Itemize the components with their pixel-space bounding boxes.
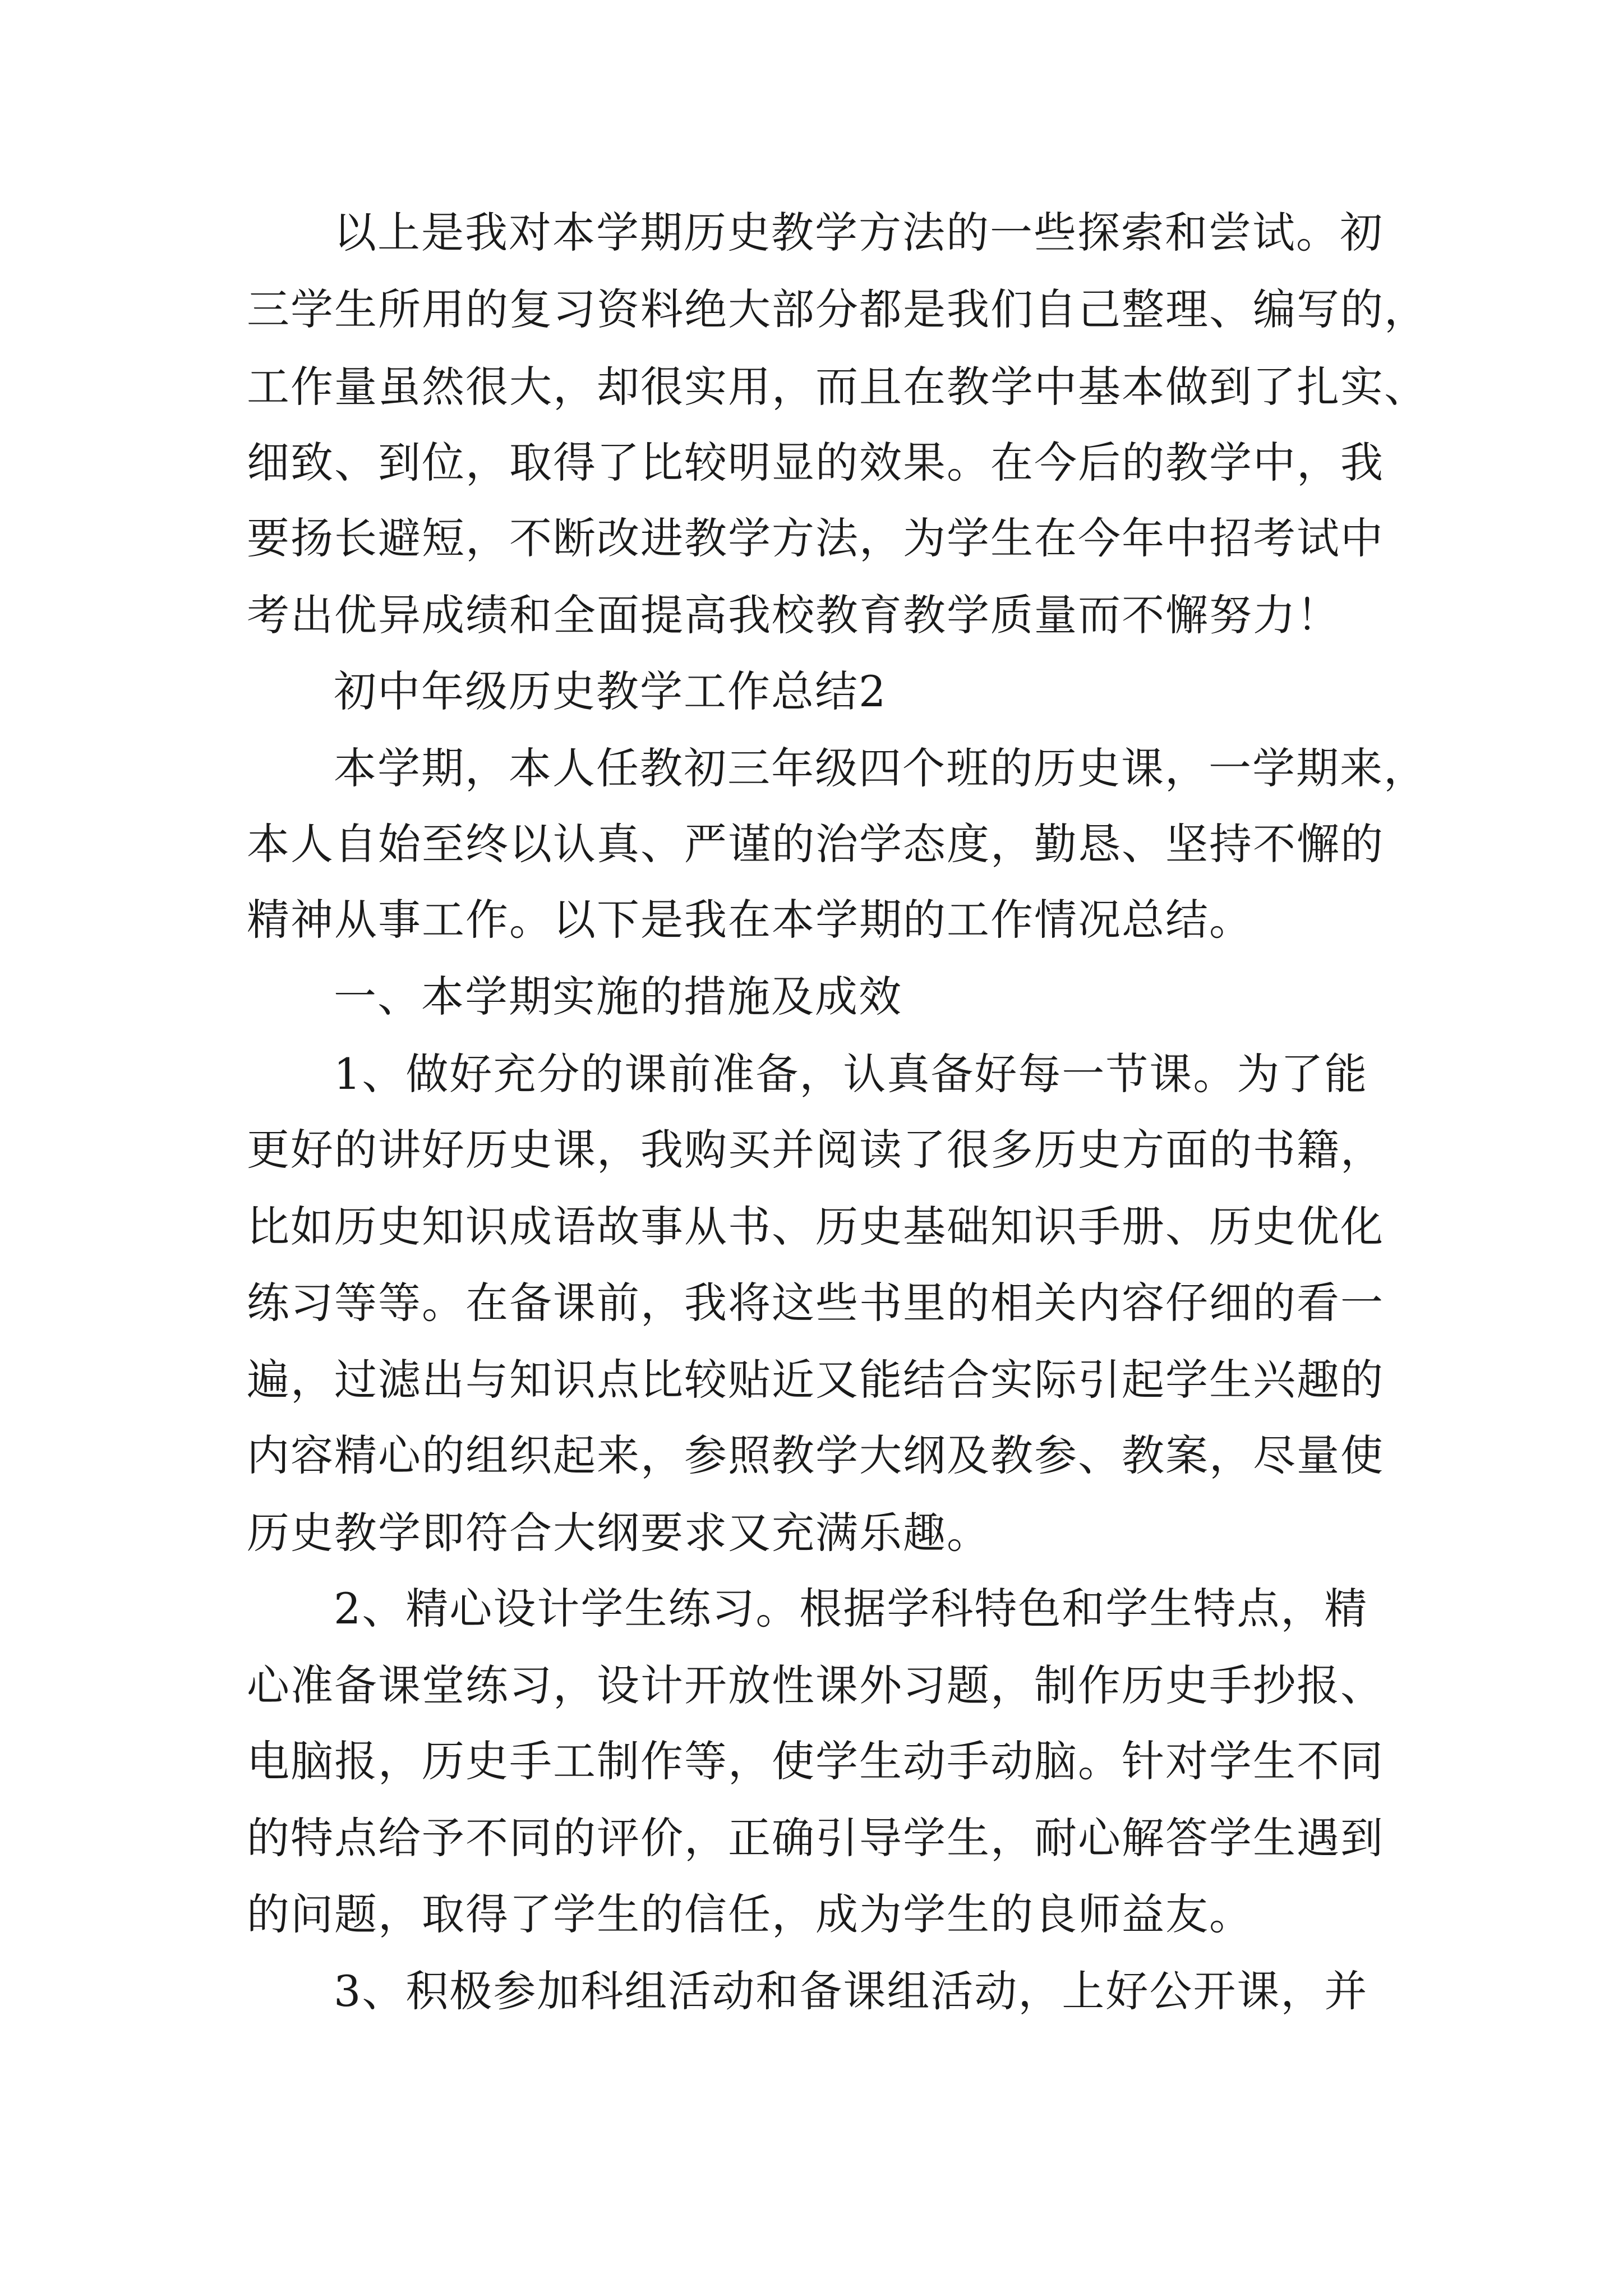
text-line: 练习等等。在备课前，我将这些书里的相关内容仔细的看一 — [247, 1278, 1384, 1328]
text-line: 本学期，本人任教初三年级四个班的历史课，一学期来， — [334, 743, 1427, 793]
text-line: 的问题，取得了学生的信任，成为学生的良师益友。 — [247, 1889, 1253, 1939]
text-line: 比如历史知识成语故事从书、历史基础知识手册、历史优化 — [247, 1202, 1384, 1251]
subsection-heading: 一、本学期实施的措施及成效 — [334, 972, 902, 1022]
text-line: 电脑报，历史手工制作等，使学生动手动脑。针对学生不同 — [247, 1736, 1384, 1786]
text-line: 内容精心的组织起来，参照教学大纲及教参、教案，尽量使 — [247, 1430, 1384, 1480]
text-line: 三学生所用的复习资料绝大部分都是我们自己整理、编写的， — [247, 284, 1428, 334]
text-line: 考出优异成绩和全面提高我校教育教学质量而不懈努力！ — [247, 590, 1340, 640]
text-line: 心准备课堂练习，设计开放性课外习题，制作历史手抄报、 — [247, 1660, 1384, 1710]
text-line: 更好的讲好历史课，我购买并阅读了很多历史方面的书籍， — [247, 1125, 1384, 1175]
section-heading: 初中年级历史教学工作总结2 — [334, 666, 887, 716]
text-line: 细致、到位，取得了比较明显的效果。在今后的教学中，我 — [247, 438, 1384, 487]
text-line: 要扬长避短，不断改进教学方法，为学生在今年中招考试中 — [247, 513, 1384, 563]
text-line: 历史教学即符合大纲要求又充满乐趣。 — [247, 1508, 990, 1558]
text-line: 以上是我对本学期历史教学方法的一些探索和尝试。初 — [334, 208, 1384, 257]
text-line: 遍，过滤出与知识点比较贴近又能结合实际引起学生兴趣的 — [247, 1355, 1384, 1405]
text-line: 2、精心设计学生练习。根据学科特色和学生特点，精 — [334, 1584, 1368, 1634]
text-line: 本人自始至终以认真、严谨的治学态度，勤恳、坚持不懈的 — [247, 819, 1384, 869]
text-line: 的特点给予不同的评价，正确引导学生，耐心解答学生遇到 — [247, 1813, 1384, 1863]
text-line: 工作量虽然很大，却很实用，而且在教学中基本做到了扎实、 — [247, 362, 1428, 412]
text-line: 精神从事工作。以下是我在本学期的工作情况总结。 — [247, 895, 1253, 945]
text-line: 3、积极参加科组活动和备课组活动，上好公开课，并 — [334, 1966, 1368, 2016]
text-line: 1、做好充分的课前准备，认真备好每一节课。为了能 — [334, 1049, 1368, 1099]
